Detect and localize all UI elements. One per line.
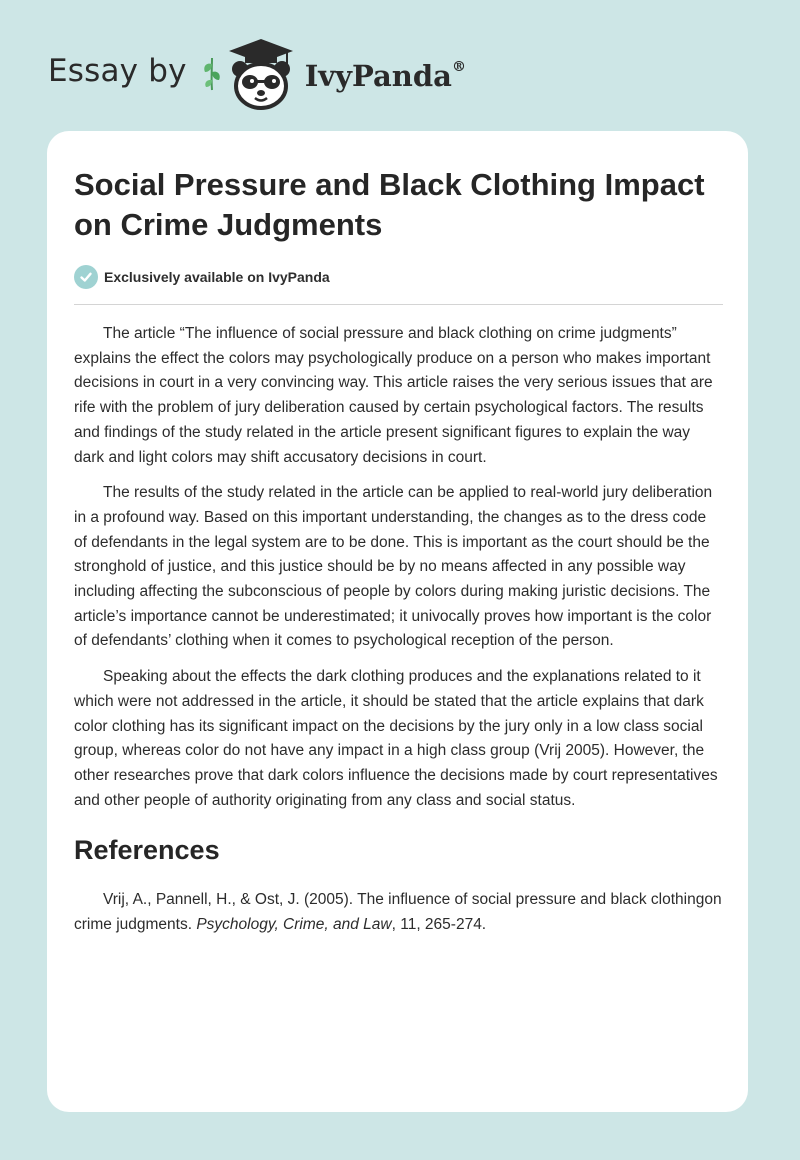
brand-text: IvyPanda [304,59,452,93]
exclusive-badge [74,265,723,289]
references-heading: References [74,835,220,866]
reference-suffix: , 11, 265-274. [391,916,487,934]
paragraph-1: The article “The influence of social pressure and black clothing on crime judgments” explains the effect the colors may psychologically produce on a person who makes important decisions in court in a very convincing way. This article raises the very serious issues that are rife with the problem of jury deliberation caused by certain psychological factors. The results and findings of the study related in the article present significant figures to explain the way dark and light colors may shift accusatory decisions in court. [74,325,713,466]
registered-mark: ® [451,59,466,76]
paragraph-3: Speaking about the effects the dark clothing produces and the explanations related to it which were not addressed in the article, it should be stated that the article explains that dark color clothing has its significant impact on the decisions by the jury only in a low class social group, whereas color do not have any impact in a high class group (Vrij 2005). However, the other researches prove that dark colors influence the decisions made by court representatives and other people of authority originating from any class and social status. [74,668,718,809]
reference-journal: Psychology, Crime, and Law [196,916,392,934]
reference-prefix: Vrij, A., Pannell, H., & Ost, J. (2005). The influence of social pressure and black clothingon crime judgments. [74,891,722,934]
brand-name [305,59,466,93]
divider [74,304,723,305]
ivypanda-logo[interactable] [201,36,466,112]
reference-entry [74,888,723,937]
essay-content [74,165,723,938]
essay-title: Social Pressure and Black Clothing Impact on Crime Judgments [74,167,705,242]
site-header [48,36,466,112]
panda-logo-icon [223,36,299,112]
checkmark-icon [74,265,98,289]
essay-by-label: Essay by [48,53,187,89]
ivy-leaf-icon [201,56,223,92]
essay-card [47,131,748,1112]
essay-body [74,322,723,813]
paragraph-2: The results of the study related in the article can be applied to real-world jury deliberation in a profound way. Based on this important understanding, the changes as to the dress code of defendants in the legal system are to be done. This is important as the court should be the stronghold of justice, and this justice should be by no means affected in any possible way including affecting the subconscious of people by colors during making juristic decisions. The article’s importance cannot be underestimated; it univocally proves how important is the color of defendants’ clothing when it comes to psychological reception of the person. [74,484,713,650]
exclusive-label: Exclusively available on IvyPanda [104,269,330,285]
